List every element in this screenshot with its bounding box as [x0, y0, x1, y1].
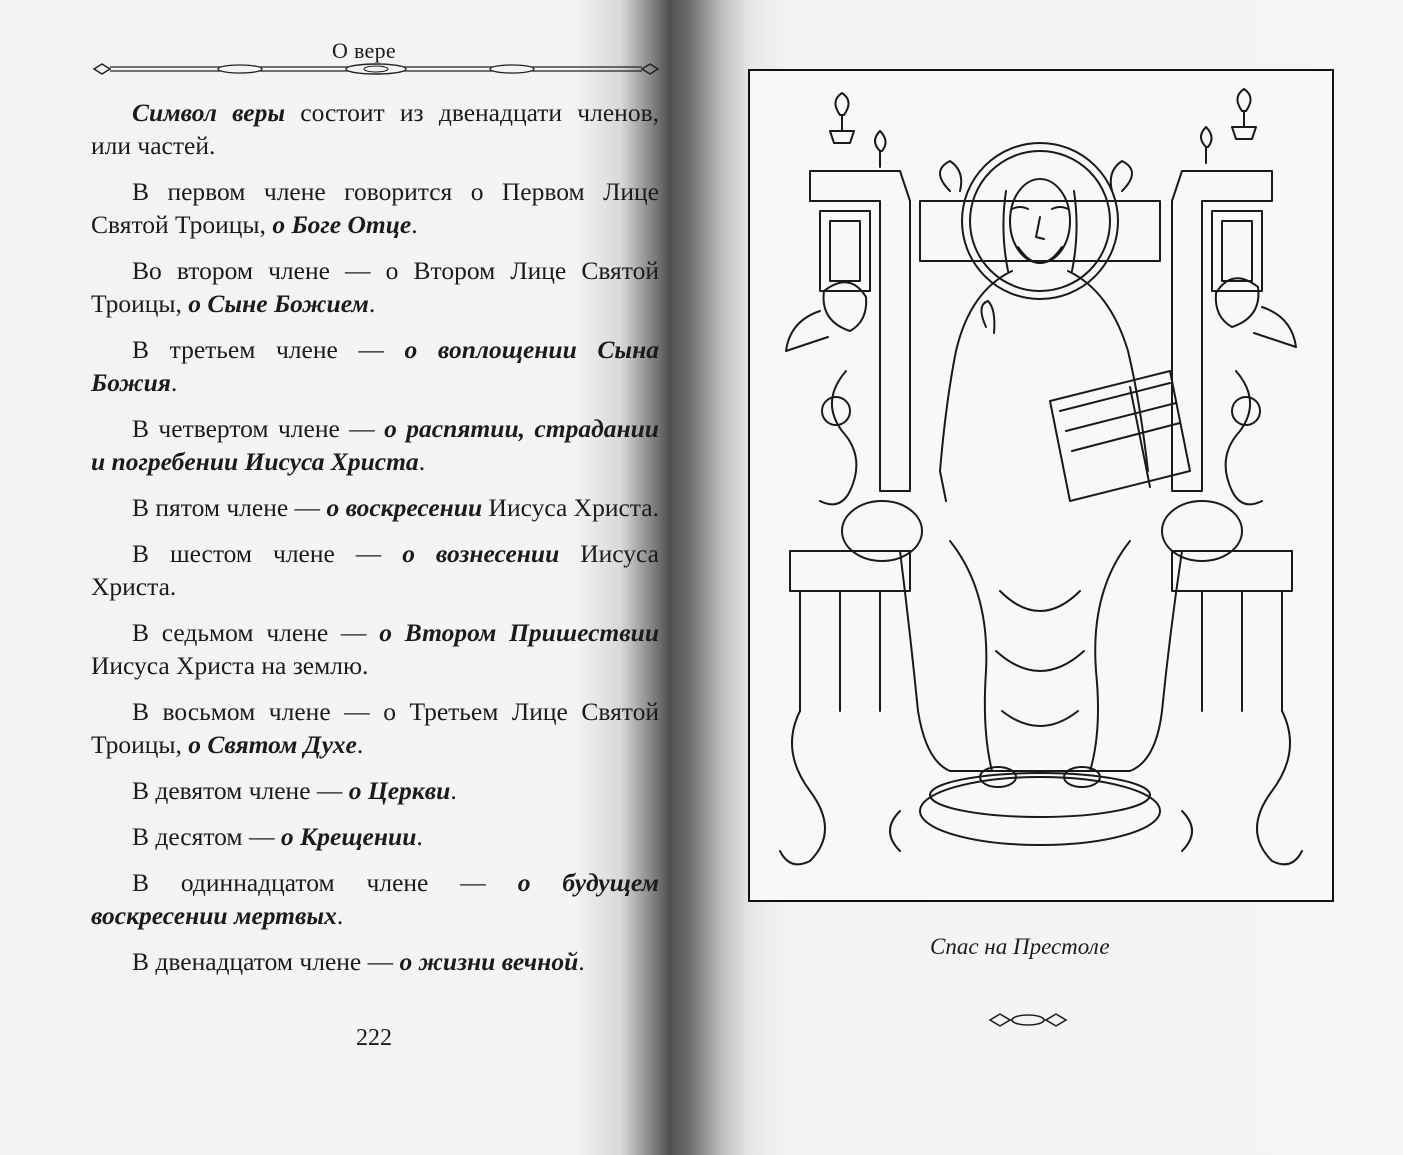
body-text: Иисуса Христа на землю. [91, 651, 369, 680]
body-text: Иисуса Христа. [91, 539, 659, 601]
christ-enthroned-icon [750, 71, 1332, 900]
ornamental-tailpiece [986, 1011, 1070, 1029]
creed-member-paragraph [91, 412, 659, 478]
creed-member-paragraph [91, 333, 659, 399]
body-text: В двенадцатом члене — [132, 947, 400, 976]
running-head: О вере [332, 38, 396, 63]
body-text: Во втором члене — о Втором Лице Святой Троицы, [91, 256, 659, 318]
body-text: . [416, 822, 423, 851]
emphasis-text: о будущем воскресении мертвых [91, 868, 659, 930]
illustration-caption: Спас на Престоле [930, 934, 1110, 959]
creed-member-paragraph [91, 254, 659, 320]
body-text: . [578, 947, 585, 976]
emphasis-text: о Святом Духе [188, 730, 357, 759]
creed-member-paragraph [91, 491, 659, 524]
emphasis-text: Символ веры [132, 98, 286, 127]
body-text: . [170, 368, 178, 397]
body-text: . [450, 776, 457, 805]
body-text: В пятом члене — [132, 493, 327, 522]
body-text: В шестом члене — [132, 539, 403, 568]
body-text: . [356, 730, 364, 759]
emphasis-text: о вознесении [402, 539, 560, 568]
body-text: . [411, 210, 418, 239]
emphasis-text: о Крещении [280, 822, 417, 851]
body-text: . [336, 901, 344, 930]
emphasis-text: о Церкви [348, 776, 451, 805]
creed-member-paragraph [91, 616, 659, 682]
body-text: состоит из двенадцати членов, или частей. [91, 98, 659, 160]
body-text: В первом члене говорится о Первом Лице Святой Троицы, [91, 177, 659, 239]
creed-member-paragraph [91, 537, 659, 603]
emphasis-text: о Втором Пришествии [379, 618, 659, 647]
illustration-frame [748, 69, 1334, 902]
creed-member-paragraph [91, 695, 659, 761]
body-text: . [418, 447, 426, 476]
body-text: . [368, 289, 376, 318]
body-text: В десятом — [132, 822, 281, 851]
body-text: Иисуса Христа. [482, 493, 659, 522]
creed-member-paragraph [91, 866, 659, 932]
emphasis-text: о распятии, страдании и погребении Иисуса Христа [91, 414, 659, 476]
creed-member-paragraph [91, 820, 659, 853]
page-number: 222 [356, 1025, 392, 1051]
emphasis-text: о Боге Отце [272, 210, 412, 239]
emphasis-text: о жизни вечной [399, 947, 579, 976]
creed-member-paragraph [91, 96, 659, 162]
body-text: В третьем члене — [132, 335, 405, 364]
creed-member-paragraph [91, 774, 659, 807]
emphasis-text: о воскресении [326, 493, 483, 522]
creed-member-paragraph [91, 175, 659, 241]
emphasis-text: о Сыне Божием [188, 289, 369, 318]
body-text: В одиннадцатом члене — [132, 868, 518, 897]
body-text: В восьмом члене — о Третьем Лице Святой Троицы, [91, 697, 659, 759]
ornamental-rule [90, 62, 662, 76]
creed-member-paragraph [91, 945, 659, 978]
emphasis-text: о воплощении Сына Божия [91, 335, 660, 397]
left-page [0, 0, 668, 1155]
creed-members-text [91, 96, 659, 991]
right-page [668, 0, 1403, 1155]
body-text: В седьмом члене — [132, 618, 380, 647]
body-text: В девятом члене — [132, 776, 349, 805]
body-text: В четвертом члене — [132, 414, 385, 443]
